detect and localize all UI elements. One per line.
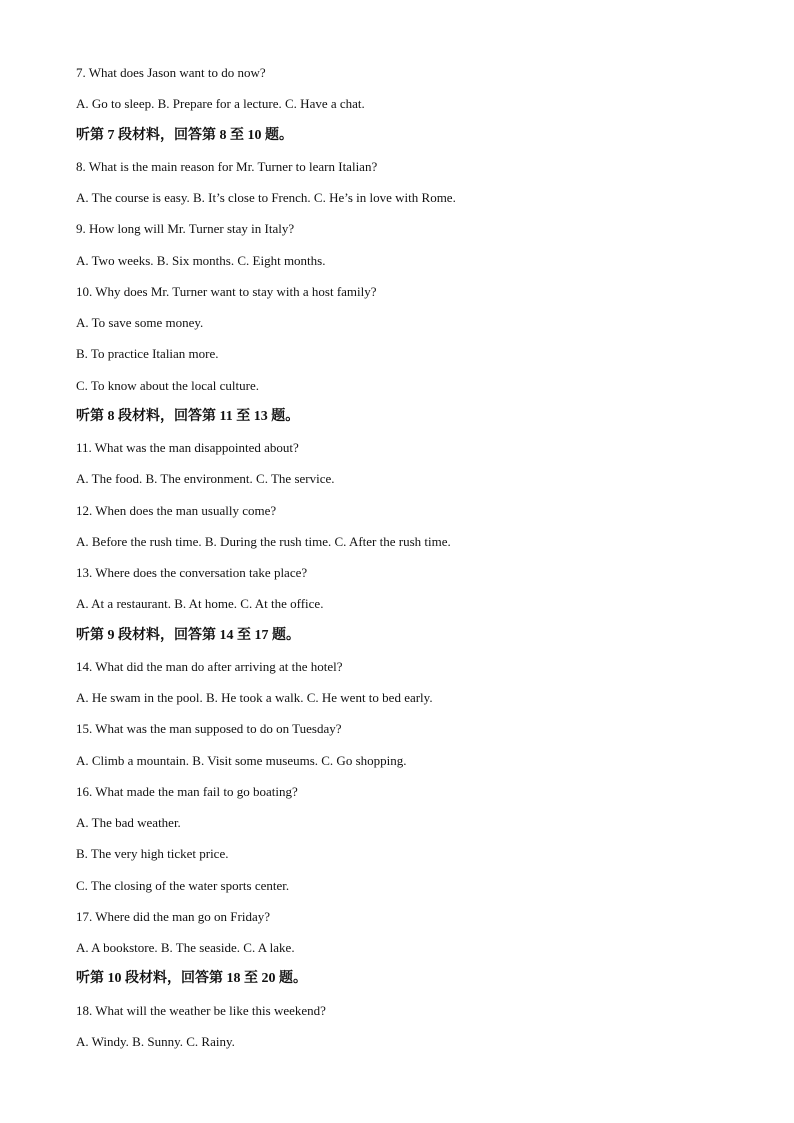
question-text: 11. What was the man disappointed about? [76, 440, 299, 455]
answer-options: A. Before the rush time. B. During the rush time. C. After the rush time. [76, 533, 451, 549]
question-text: 8. What is the main reason for Mr. Turner to learn Italian? [76, 158, 378, 174]
question-text: 14. What did the man do after arriving at the hotel? [76, 658, 343, 674]
answer-options: B. To practice Italian more. [76, 346, 219, 362]
answer-options: A. To save some money. [76, 315, 204, 330]
document-body [76, 62, 756, 1062]
answer-options: A. Windy. B. Sunny. C. Rainy. [76, 1033, 235, 1049]
question-text: 13. Where does the conversation take place? [76, 565, 308, 580]
question-text: 15. What was the man supposed to do on Tuesday? [76, 721, 342, 737]
question-text: 10. Why does Mr. Turner want to stay with a host family? [76, 283, 377, 299]
answer-options: C. The closing of the water sports center. [76, 877, 290, 893]
question-text: 12. When does the man usually come? [76, 502, 277, 518]
section-heading: 听第 7 段材料，回答第 8 至 10 题。 [76, 127, 293, 143]
answer-options: A. He swam in the pool. B. He took a walk. C. He went to bed early. [76, 690, 433, 705]
question-text: 16. What made the man fail to go boating? [76, 783, 298, 799]
answer-options: A. A bookstore. B. The seaside. C. A lake. [76, 940, 295, 955]
answer-options: A. The bad weather. [76, 815, 181, 830]
question-text: 18. What will the weather be like this weekend? [76, 1002, 326, 1018]
section-heading: 听第 9 段材料，回答第 14 至 17 题。 [76, 627, 300, 643]
section-heading: 听第 10 段材料，回答第 18 至 20 题。 [76, 971, 307, 987]
answer-options: A. Two weeks. B. Six months. C. Eight months. [76, 252, 326, 268]
answer-options: C. To know about the local culture. [76, 377, 259, 393]
question-text: 17. Where did the man go on Friday? [76, 908, 270, 924]
answer-options: B. The very high ticket price. [76, 846, 229, 862]
section-heading: 听第 8 段材料，回答第 11 至 13 题。 [76, 408, 300, 424]
question-text: 7. What does Jason want to do now? [76, 65, 266, 80]
answer-options: A. At a restaurant. B. At home. C. At the office. [76, 596, 324, 612]
question-text: 9. How long will Mr. Turner stay in Italy? [76, 221, 295, 237]
answer-options: A. Go to sleep. B. Prepare for a lecture. C. Have a chat. [76, 96, 365, 112]
answer-options: A. The food. B. The environment. C. The service. [76, 471, 335, 487]
answer-options: A. The course is easy. B. It’s close to French. C. He’s in love with Rome. [76, 190, 456, 205]
answer-options: A. Climb a mountain. B. Visit some museums. C. Go shopping. [76, 752, 407, 768]
